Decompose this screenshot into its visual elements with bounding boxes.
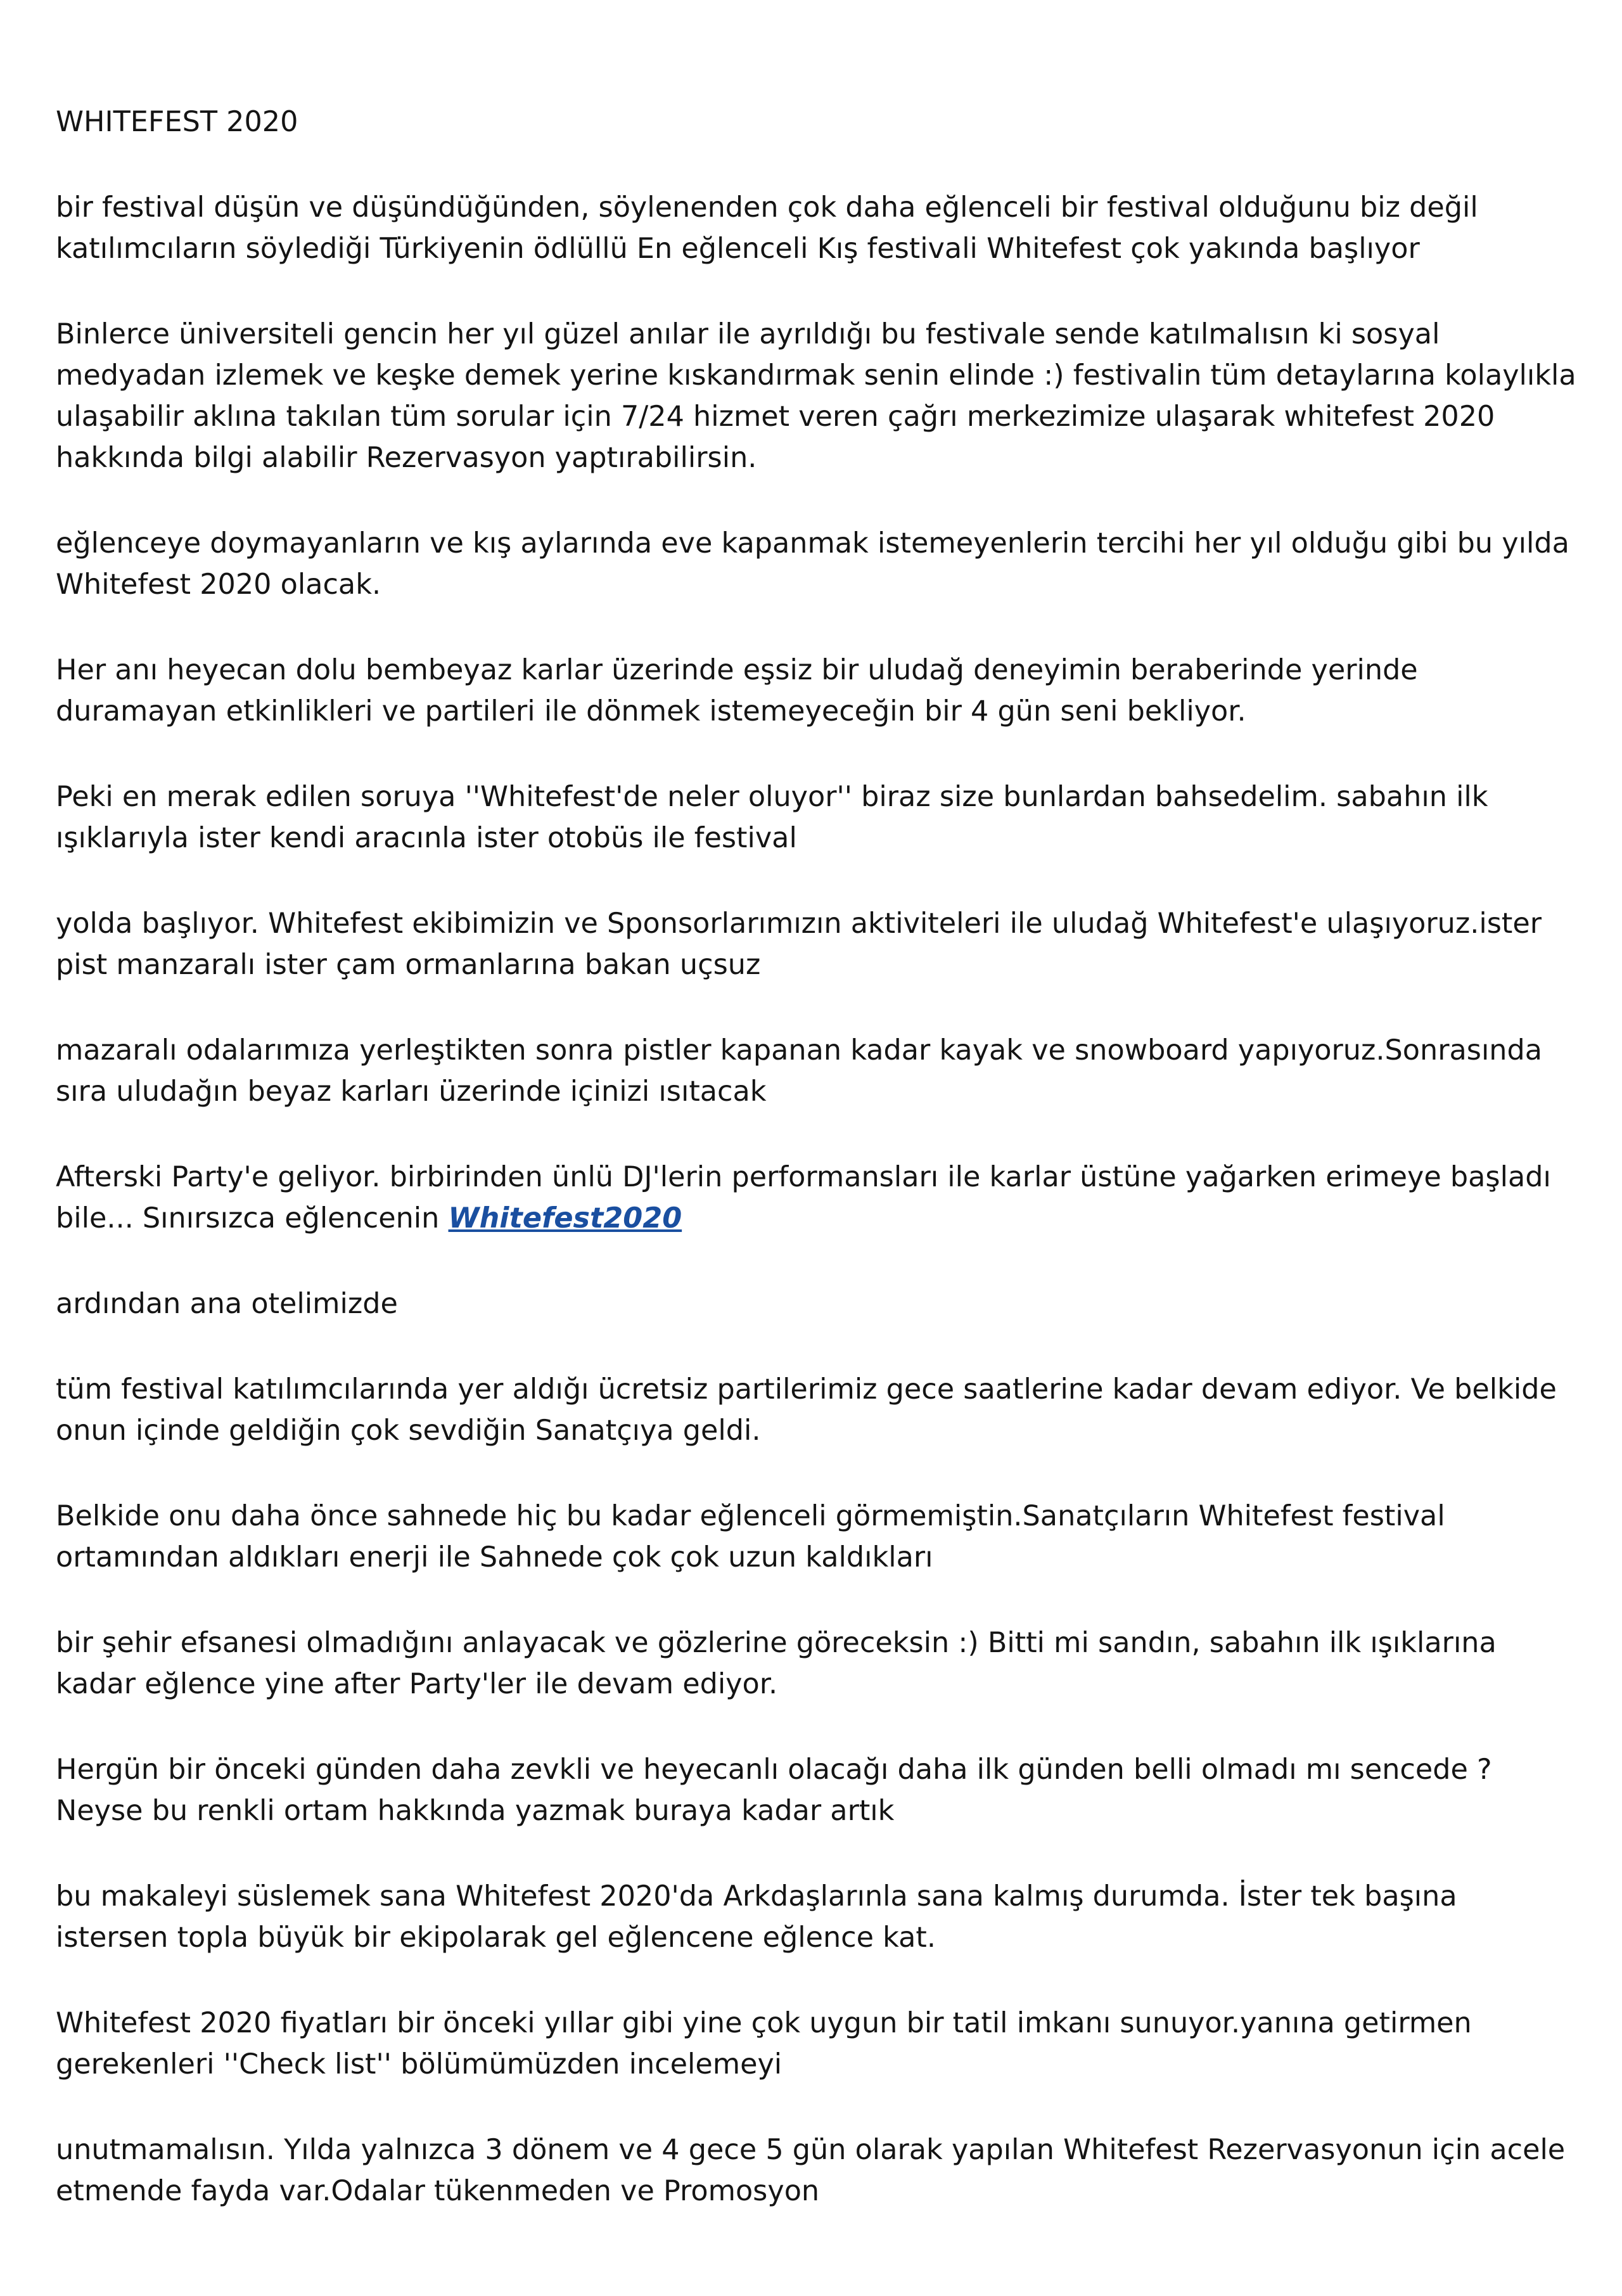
document-title: WHITEFEST 2020 [56, 106, 298, 138]
paragraph: Whitefest 2020 fiyatları bir önceki yıllar gibi yine çok uygun bir tatil imkanı sunuyor.yanına getirmen gerekenleri ''Check list'' bölümümüzden incelemeyi [56, 2007, 1472, 2081]
paragraph: yolda başlıyor. Whitefest ekibimizin ve Sponsorlarımızın aktiviteleri ile uludağ Whitefest'e ulaşıyoruz.ister pist manzaralı ister çam ormanlarına bakan uçsuz [56, 907, 1542, 981]
paragraph: bu makaleyi süslemek sana Whitefest 2020'da Arkdaşlarınla sana kalmış durumda. İster tek başına istersen topla büyük bir ekipolarak gel eğlencene eğlence kat. [56, 1880, 1457, 1954]
paragraph: bir şehir efsanesi olmadığını anlayacak ve gözlerine göreceksin :) Bitti mi sandın, sabahın ilk ışıklarına kadar eğlence yine after Party'ler ile devam ediyor. [56, 1627, 1497, 1700]
paragraph-with-link [56, 1157, 1576, 1239]
paragraph: mazaralı odalarımıza yerleştikten sonra pistler kapanan kadar kayak ve snowboard yapıyoruz.Sonrasında sıra uludağın beyaz karları üzerinde içinizi ısıtacak [56, 1034, 1543, 1108]
paragraph: eğlenceye doymayanların ve kış aylarında eve kapanmak istemeyenlerin tercihi her yıl olduğu gibi bu yılda Whitefest 2020 olacak. [56, 527, 1569, 601]
paragraph: Hergün bir önceki günden daha zevkli ve heyecanlı olacağı daha ilk günden belli olmadı mı sencede ? Neyse bu renkli ortam hakkında yazmak buraya kadar artık [56, 1754, 1492, 1827]
paragraph: Her anı heyecan dolu bembeyaz karlar üzerinde eşsiz bir uludağ deneyimin beraberinde yerinde duramayan etkinlikleri ve partileri ile dönmek istemeyeceğin bir 4 gün seni bekliyor. [56, 654, 1418, 728]
paragraph: Peki en merak edilen soruya ''Whitefest'de neler oluyor'' biraz size bunlardan bahsedelim. sabahın ilk ışıklarıyla ister kendi aracınla ister otobüs ile festival [56, 781, 1488, 854]
paragraph-text: Afterski Party'e geliyor. birbirinden ünlü DJ'lerin performansları ile karlar üstüne yağarken erimeye başladı bile... Sınırsızca eğlencenin [56, 1161, 1551, 1235]
document-page [56, 101, 1576, 2256]
paragraph: ardından ana otelimizde [56, 1288, 398, 1320]
paragraph: bir festival düşün ve düşündüğünden, söylenenden çok daha eğlenceli bir festival olduğunu biz değil katılımcıların söylediği Türkiyenin ödlüllü En eğlenceli Kış festivali Whitefest çok yakında başlıyor [56, 191, 1478, 265]
paragraph: Binlerce üniversiteli gencin her yıl güzel anılar ile ayrıldığı bu festivale sende katılmalısın ki sosyal medyadan izlemek ve keşke demek yerine kıskandırmak senin elinde :) festivalin tüm detaylarına kolaylıkla ulaşabilir aklına takılan tüm sorular için 7/24 hizmet veren çağrı merkezimize ulaşarak whitefest 2020 hakkında bilgi alabilir Rezervasyon yaptırabilirsin. [56, 318, 1576, 474]
paragraph: Belkide onu daha önce sahnede hiç bu kadar eğlenceli görmemiştin.Sanatçıların Whitefest festival ortamından aldıkları enerji ile Sahnede çok çok uzun kaldıkları [56, 1500, 1445, 1574]
whitefest-link[interactable]: Whitefest2020 [448, 1202, 682, 1235]
paragraph: unutmamalısın. Yılda yalnızca 3 dönem ve 4 gece 5 gün olarak yapılan Whitefest Rezervasyonun için acele etmende fayda var.Odalar tükenmeden ve Promosyon [56, 2134, 1566, 2207]
paragraph: tüm festival katılımcılarında yer aldığı ücretsiz partilerimiz gece saatlerine kadar devam ediyor. Ve belkide onun içinde geldiğin çok sevdiğin Sanatçıya geldi. [56, 1373, 1557, 1447]
